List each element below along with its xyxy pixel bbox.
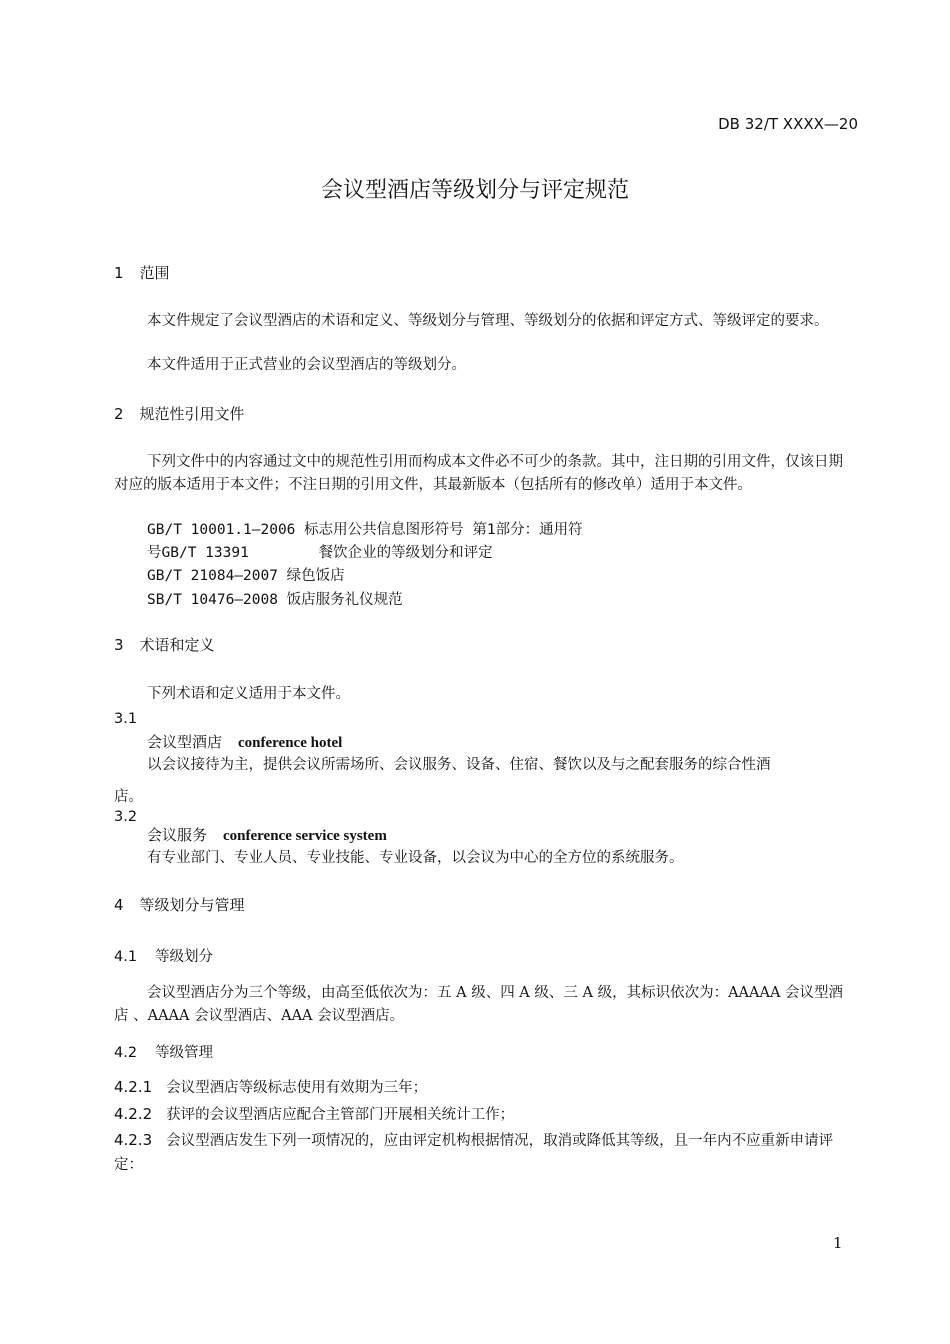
section-2-heading (114, 403, 245, 424)
clause-text: 会议型酒店发生下列一项情况的，应由评定机构根据情况，取消或降低其等级，且一年内不应重新申请评定： (114, 1133, 834, 1173)
document-code: DB 32/T XXXX—20 (718, 115, 858, 133)
section-number: 1 (114, 264, 124, 282)
term-heading (147, 731, 342, 752)
term-heading (147, 824, 387, 845)
reference-item: GB/T 21084—2007 绿色饭店 (147, 568, 345, 584)
clause-text: 获评的会议型酒店应配合主管部门开展相关统计工作； (166, 1107, 515, 1123)
section-number: 3 (114, 636, 124, 654)
clause-4-2-1 (114, 1077, 427, 1099)
subsection-number: 4.2 (114, 1045, 138, 1061)
section-1-heading (114, 262, 170, 283)
subsection-4-2-heading (114, 1041, 213, 1062)
term-number: 3.1 (114, 711, 138, 727)
term-definition: 有专业部门、专业人员、专业技能、专业设备，以会议为中心的全方位的系统服务。 (147, 850, 684, 866)
subsection-4-1-heading (114, 945, 213, 966)
section-1-paragraph-1: 本文件规定了会议型酒店的术语和定义、等级划分与管理、等级划分的依据和评定方式、等级评定的要求。 (147, 313, 829, 329)
subsection-title: 等级划分 (155, 949, 214, 965)
reference-item: SB/T 10476—2008 饭店服务礼仪规范 (147, 592, 403, 608)
section-4-heading (114, 894, 245, 915)
page-number: 1 (833, 1234, 843, 1252)
term-definition: 以会议接待为主，提供会议所需场所、会议服务、设备、住宿、餐饮以及与之配套服务的综合性酒 (147, 757, 771, 773)
reference-item: GB/T 10001.1—2006 标志用公共信息图形符号 第1部分：通用符 (147, 522, 583, 538)
term-en: conference hotel (238, 735, 343, 751)
section-3-paragraph-1: 下列术语和定义适用于本文件。 (147, 686, 350, 702)
clause-text: 会议型酒店等级标志使用有效期为三年； (166, 1080, 428, 1096)
reference-item: 号GB/T 13391 餐饮企业的等级划分和评定 (147, 545, 493, 561)
section-number: 2 (114, 405, 124, 423)
subsection-4-1-paragraph: 会议型酒店分为三个等级，由高至低依次为：五 A 级、四 A 级、三 A 级，其标识依次为：AAAAA 会议型酒 店 、AAAA 会议型酒店、AAA 会议型酒店。 (114, 985, 844, 1024)
clause-4-2-2 (114, 1104, 514, 1126)
clause-number: 4.2.1 (114, 1078, 153, 1096)
section-title: 等级划分与管理 (139, 896, 245, 914)
subsection-number: 4.1 (114, 949, 138, 965)
term-number: 3.2 (114, 809, 138, 825)
clause-4-2-3 (114, 1128, 858, 1176)
section-title: 范围 (139, 264, 170, 282)
subsection-title: 等级管理 (155, 1045, 214, 1061)
section-1-paragraph-2: 本文件适用于正式营业的会议型酒店的等级划分。 (147, 357, 466, 373)
term-zh: 会议服务 (147, 826, 208, 844)
term-en: conference service system (223, 828, 387, 844)
term-definition-tail: 店。 (114, 789, 143, 805)
term-zh: 会议型酒店 (147, 733, 223, 751)
section-2-paragraph-1: 下列文件中的内容通过文中的规范性引用而构成本文件必不可少的条款。其中，注日期的引用文件，仅该日期对应的版本适用于本文件；不注日期的引用文件，其最新版本（包括所有的修改单）适用于本文件。 (114, 454, 843, 493)
section-title: 规范性引用文件 (139, 405, 245, 423)
section-title: 术语和定义 (139, 636, 215, 654)
clause-number: 4.2.2 (114, 1105, 153, 1123)
section-3-heading (114, 634, 215, 655)
document-title: 会议型酒店等级划分与评定规范 (320, 178, 629, 203)
section-number: 4 (114, 896, 124, 914)
clause-number: 4.2.3 (114, 1131, 153, 1149)
